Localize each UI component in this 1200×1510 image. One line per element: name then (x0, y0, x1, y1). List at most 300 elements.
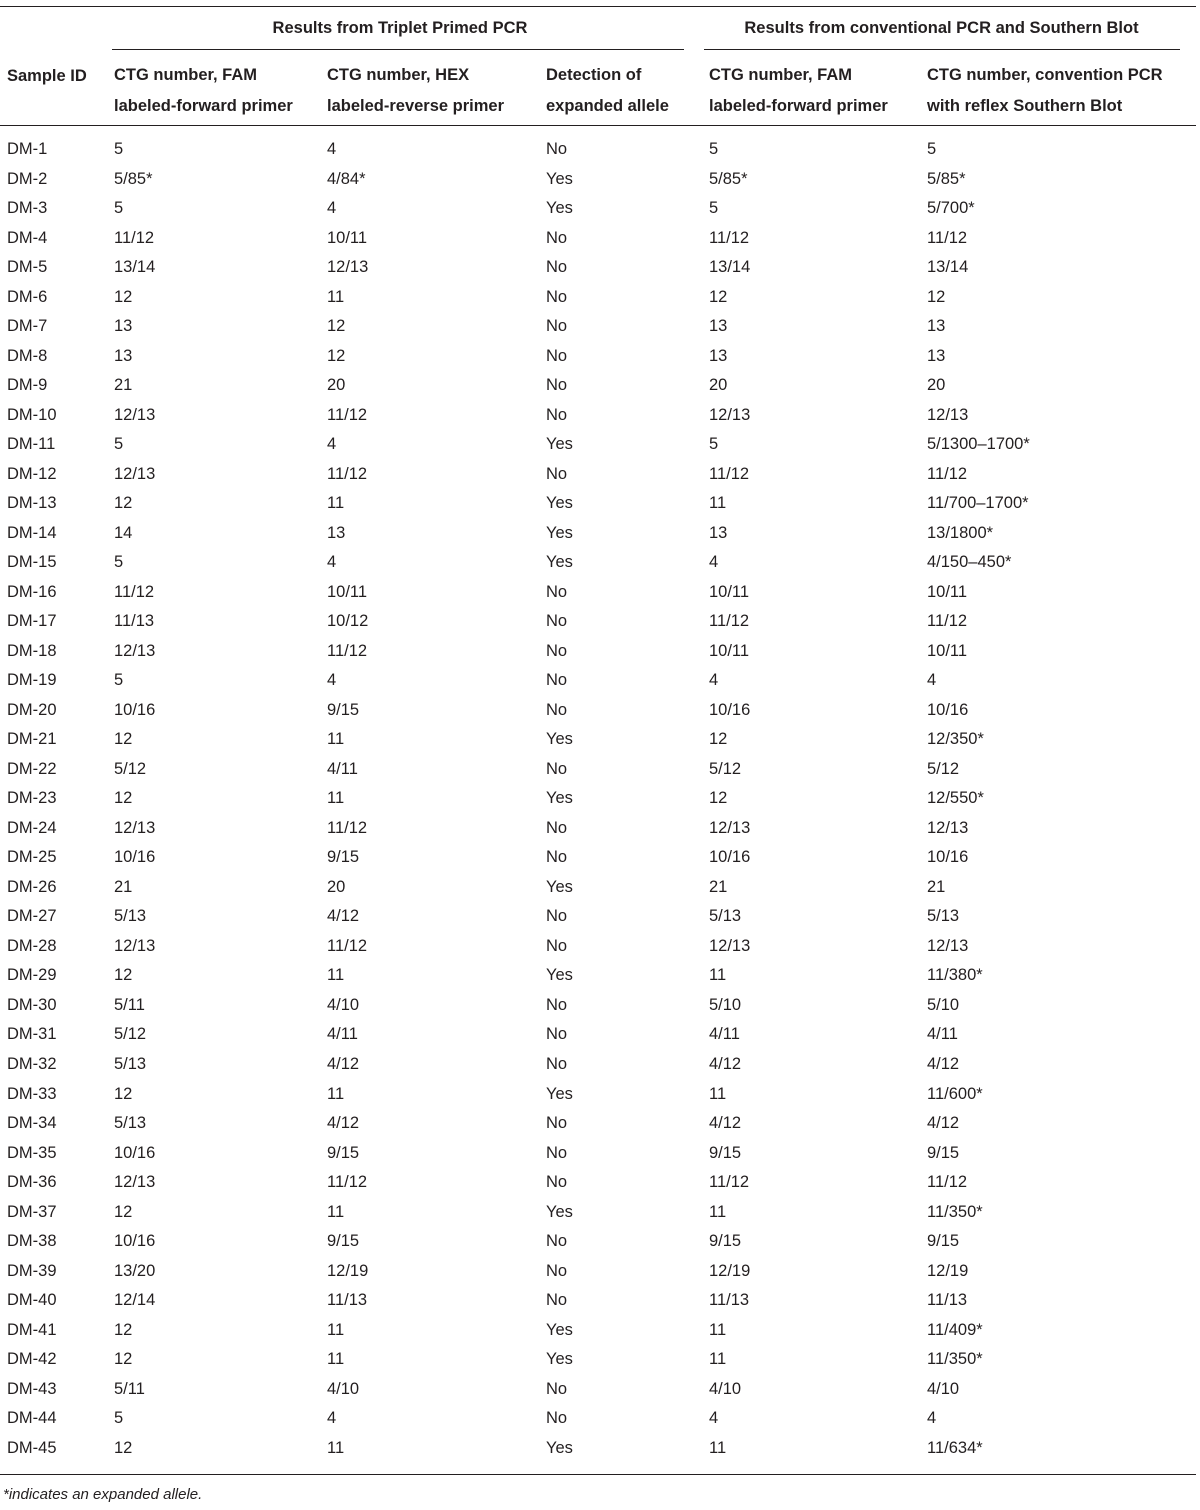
table-row (0, 843, 1196, 873)
detection-cell: No (546, 848, 568, 867)
tp-hex-cell: 4/12 (327, 907, 360, 926)
group-header-conventional-pcr: Results from conventional PCR and Southern Blot (744, 19, 1139, 37)
tp-hex-cell: 11 (327, 1202, 345, 1221)
tp-fam-cell: 5 (114, 435, 124, 454)
tp-hex-cell: 12 (327, 317, 346, 336)
sample-id-cell: DM-27 (7, 907, 57, 926)
sample-id-cell: DM-18 (7, 641, 57, 660)
table-row (0, 371, 1196, 401)
conv-fam-cell: 21 (709, 877, 728, 896)
conv-fam-cell: 12/19 (709, 1261, 751, 1280)
table-row (0, 1080, 1196, 1110)
tp-fam-cell: 5 (114, 199, 124, 218)
detection-cell: Yes (546, 730, 573, 749)
detection-cell: No (546, 317, 568, 336)
conv-fam-cell: 10/16 (709, 848, 751, 867)
sample-id-cell: DM-24 (7, 818, 57, 837)
tp-hex-cell: 4 (327, 671, 337, 690)
detection-cell: No (546, 700, 568, 719)
table-row (0, 932, 1196, 962)
sample-id-cell: DM-17 (7, 612, 57, 631)
tp-fam-cell: 12/13 (114, 641, 156, 660)
conv-fam-cell: 5 (709, 140, 719, 158)
column-header-line: labeled-forward primer (709, 97, 888, 115)
conv-fam-cell: 11 (709, 1438, 727, 1457)
southern-blot-cell: 11/12 (927, 464, 968, 483)
tp-hex-cell: 4 (327, 1409, 337, 1428)
southern-blot-cell: 4/10 (927, 1379, 960, 1398)
tp-fam-cell: 21 (114, 376, 133, 395)
conv-fam-cell: 11 (709, 1202, 727, 1221)
sample-id-cell: DM-19 (7, 671, 57, 690)
sample-id-cell: DM-20 (7, 700, 57, 719)
southern-blot-cell: 10/16 (927, 848, 969, 867)
tp-fam-cell: 12/14 (114, 1291, 156, 1310)
tp-hex-cell: 11 (327, 1350, 345, 1369)
tp-fam-cell: 5/12 (114, 1025, 147, 1044)
conv-fam-cell: 10/16 (709, 700, 751, 719)
detection-cell: No (546, 346, 568, 365)
table-row (0, 460, 1196, 490)
detection-cell: No (546, 995, 568, 1014)
sample-id-cell: DM-33 (7, 1084, 57, 1103)
tp-hex-cell: 11/12 (327, 464, 368, 483)
conv-fam-cell: 12/13 (709, 818, 751, 837)
tp-hex-cell: 4 (327, 140, 337, 158)
table-row (0, 784, 1196, 814)
southern-blot-cell: 5/10 (927, 995, 960, 1014)
table-row (0, 401, 1196, 431)
table-row (0, 666, 1196, 696)
tp-hex-cell: 4 (327, 435, 337, 454)
southern-blot-cell: 13/1800* (927, 523, 994, 542)
southern-blot-cell: 11/12 (927, 228, 968, 247)
tp-fam-cell: 5 (114, 671, 124, 690)
tp-fam-cell: 13/14 (114, 258, 156, 277)
detection-cell: No (546, 1232, 568, 1251)
detection-cell: No (546, 1114, 568, 1133)
table-row (0, 1286, 1196, 1316)
conv-fam-cell: 9/15 (709, 1143, 742, 1162)
detection-cell: No (546, 671, 568, 690)
sample-id-cell: DM-7 (7, 317, 48, 336)
conv-fam-cell: 12 (709, 287, 728, 306)
tp-fam-cell: 5/13 (114, 1114, 147, 1133)
detection-cell: No (546, 1173, 568, 1192)
detection-cell: Yes (546, 169, 573, 188)
column-header-line: CTG number, FAM (114, 66, 258, 84)
sample-id-cell: DM-40 (7, 1291, 57, 1310)
column-header-line: CTG number, FAM (709, 66, 853, 84)
tp-hex-cell: 10/11 (327, 228, 368, 247)
sample-id-cell: DM-26 (7, 877, 57, 896)
southern-blot-cell: 5/700* (927, 199, 975, 218)
conv-fam-cell: 5/13 (709, 907, 742, 926)
column-header-tp-hex (327, 60, 504, 122)
conv-fam-cell: 4/11 (709, 1025, 740, 1044)
conv-fam-cell: 5/85* (709, 169, 748, 188)
table-row (0, 755, 1196, 785)
sample-id-cell: DM-38 (7, 1232, 57, 1251)
detection-cell: No (546, 1054, 568, 1073)
tp-hex-cell: 11/12 (327, 818, 368, 837)
southern-blot-cell: 13 (927, 317, 946, 336)
conv-fam-cell: 10/11 (709, 641, 750, 660)
tp-fam-cell: 13 (114, 317, 133, 336)
tp-fam-cell: 5/13 (114, 907, 147, 926)
column-header-southern-blot (927, 60, 1163, 122)
table-row (0, 991, 1196, 1021)
tp-fam-cell: 10/16 (114, 1232, 156, 1251)
tp-fam-cell: 14 (114, 523, 133, 542)
sample-id-cell: DM-6 (7, 287, 48, 306)
tp-hex-cell: 11 (327, 287, 345, 306)
tp-hex-cell: 13 (327, 523, 346, 542)
southern-blot-cell: 4 (927, 1409, 937, 1428)
sample-id-cell: DM-29 (7, 966, 57, 985)
column-header-line: CTG number, HEX (327, 66, 470, 84)
southern-blot-cell: 11/350* (927, 1202, 983, 1221)
detection-cell: Yes (546, 789, 573, 808)
table-row (0, 873, 1196, 903)
tp-hex-cell: 4/10 (327, 1379, 360, 1398)
table-row (0, 519, 1196, 549)
table-row (0, 578, 1196, 608)
tp-hex-cell: 20 (327, 376, 346, 395)
southern-blot-cell: 4/12 (927, 1054, 960, 1073)
table-row (0, 961, 1196, 991)
detection-cell: Yes (546, 494, 573, 513)
conv-fam-cell: 11/13 (709, 1291, 750, 1310)
southern-blot-cell: 10/16 (927, 700, 969, 719)
table-row (0, 814, 1196, 844)
conv-fam-cell: 12/13 (709, 405, 751, 424)
table-row (0, 548, 1196, 578)
tp-fam-cell: 12/13 (114, 818, 156, 837)
detection-cell: Yes (546, 966, 573, 985)
southern-blot-cell: 13/14 (927, 258, 969, 277)
southern-blot-cell: 11/13 (927, 1291, 968, 1310)
tp-hex-cell: 4 (327, 199, 337, 218)
table-row (0, 489, 1196, 519)
southern-blot-cell: 13 (927, 346, 946, 365)
tp-fam-cell: 12 (114, 287, 133, 306)
tp-fam-cell: 10/16 (114, 1143, 156, 1162)
southern-blot-cell: 11/12 (927, 1173, 968, 1192)
tp-hex-cell: 4/84* (327, 169, 366, 188)
tp-hex-cell: 11 (327, 789, 345, 808)
tp-hex-cell: 4/12 (327, 1054, 360, 1073)
table-row (0, 283, 1196, 313)
southern-blot-cell: 5 (927, 140, 937, 158)
southern-blot-cell: 5/85* (927, 169, 966, 188)
conv-fam-cell: 4 (709, 553, 719, 572)
tp-hex-cell: 11 (327, 966, 345, 985)
tp-hex-cell: 20 (327, 877, 346, 896)
conv-fam-cell: 13 (709, 523, 728, 542)
southern-blot-cell: 4/150–450* (927, 553, 1012, 572)
detection-cell: No (546, 1025, 568, 1044)
detection-cell: Yes (546, 1202, 573, 1221)
tp-hex-cell: 12 (327, 346, 346, 365)
sample-id-cell: DM-32 (7, 1054, 57, 1073)
tp-hex-cell: 4/11 (327, 759, 358, 778)
conv-fam-cell: 11/12 (709, 612, 750, 631)
table-top-rule (0, 6, 1196, 7)
tp-fam-cell: 13 (114, 346, 133, 365)
tp-hex-cell: 12/13 (327, 258, 369, 277)
table-row (0, 1109, 1196, 1139)
sample-id-cell: DM-31 (7, 1025, 57, 1044)
conv-fam-cell: 13 (709, 346, 728, 365)
detection-cell: No (546, 1379, 568, 1398)
tp-fam-cell: 10/16 (114, 848, 156, 867)
table-footnote: *indicates an expanded allele. (3, 1486, 203, 1503)
table-row (0, 253, 1196, 283)
column-header-line: CTG number, convention PCR (927, 66, 1163, 84)
conv-fam-cell: 20 (709, 376, 728, 395)
southern-blot-cell: 12 (927, 287, 946, 306)
tp-fam-cell: 12 (114, 1438, 133, 1457)
detection-cell: No (546, 1291, 568, 1310)
table-row (0, 725, 1196, 755)
conv-fam-cell: 12/13 (709, 936, 751, 955)
column-header-conv-fam (709, 60, 888, 122)
sample-id-cell: DM-16 (7, 582, 57, 601)
sample-id-cell: DM-2 (7, 169, 48, 188)
column-header-line: Sample ID (7, 67, 87, 85)
tp-hex-cell: 11/13 (327, 1291, 368, 1310)
tp-fam-cell: 5/11 (114, 1379, 145, 1398)
tp-hex-cell: 10/12 (327, 612, 369, 631)
tp-hex-cell: 11 (327, 1320, 345, 1339)
tp-fam-cell: 5/13 (114, 1054, 147, 1073)
sample-id-cell: DM-3 (7, 199, 48, 218)
conv-fam-cell: 11/12 (709, 228, 750, 247)
detection-cell: Yes (546, 1438, 573, 1457)
table-row (0, 1345, 1196, 1375)
tp-hex-cell: 4 (327, 553, 337, 572)
conv-fam-cell: 5 (709, 199, 719, 218)
tp-hex-cell: 9/15 (327, 1143, 360, 1162)
tp-hex-cell: 11 (327, 730, 345, 749)
tp-hex-cell: 11/12 (327, 641, 368, 660)
table-row (0, 1227, 1196, 1257)
tp-fam-cell: 12 (114, 1320, 133, 1339)
detection-cell: No (546, 1261, 568, 1280)
detection-cell: No (546, 936, 568, 955)
detection-cell: No (546, 612, 568, 631)
detection-cell: No (546, 228, 568, 247)
sample-id-cell: DM-5 (7, 258, 48, 277)
tp-hex-cell: 11/12 (327, 405, 368, 424)
tp-fam-cell: 12/13 (114, 1173, 156, 1192)
southern-blot-cell: 11/600* (927, 1084, 983, 1103)
column-header-sample-id (7, 61, 87, 92)
tp-fam-cell: 10/16 (114, 700, 156, 719)
sample-id-cell: DM-10 (7, 405, 57, 424)
detection-cell: No (546, 907, 568, 926)
sample-id-cell: DM-28 (7, 936, 57, 955)
table-row (0, 696, 1196, 726)
tp-hex-cell: 11 (327, 1084, 345, 1103)
tp-fam-cell: 21 (114, 877, 133, 896)
sample-id-cell: DM-13 (7, 494, 57, 513)
column-header-detection (546, 60, 669, 122)
table-body (0, 135, 1196, 1463)
detection-cell: Yes (546, 523, 573, 542)
southern-blot-cell: 4 (927, 671, 937, 690)
conv-fam-cell: 4/12 (709, 1054, 742, 1073)
sample-id-cell: DM-14 (7, 523, 57, 542)
group-rule-triplet-primed-pcr (112, 49, 684, 50)
sample-id-cell: DM-43 (7, 1379, 57, 1398)
tp-fam-cell: 13/20 (114, 1261, 156, 1280)
tp-hex-cell: 10/11 (327, 582, 368, 601)
tp-fam-cell: 12 (114, 494, 133, 513)
conv-fam-cell: 4 (709, 671, 719, 690)
table-row (0, 224, 1196, 254)
tp-hex-cell: 11 (327, 494, 345, 513)
tp-fam-cell: 12/13 (114, 464, 156, 483)
table-row (0, 430, 1196, 460)
table-row (0, 342, 1196, 372)
conv-fam-cell: 11 (709, 1320, 727, 1339)
table-row (0, 637, 1196, 667)
tp-fam-cell: 5/85* (114, 169, 153, 188)
table-row (0, 1198, 1196, 1228)
table-row (0, 312, 1196, 342)
table-row (0, 1316, 1196, 1346)
tp-fam-cell: 5/12 (114, 759, 147, 778)
southern-blot-cell: 11/634* (927, 1438, 983, 1457)
conv-fam-cell: 4/12 (709, 1114, 742, 1133)
detection-cell: No (546, 464, 568, 483)
southern-blot-cell: 4/11 (927, 1025, 958, 1044)
detection-cell: Yes (546, 1350, 573, 1369)
header-bottom-rule (0, 125, 1196, 126)
southern-blot-cell: 9/15 (927, 1232, 960, 1251)
sample-id-cell: DM-1 (7, 140, 48, 158)
conv-fam-cell: 10/11 (709, 582, 750, 601)
detection-cell: Yes (546, 553, 573, 572)
southern-blot-cell: 9/15 (927, 1143, 960, 1162)
conv-fam-cell: 9/15 (709, 1232, 742, 1251)
tp-fam-cell: 12/13 (114, 936, 156, 955)
tp-fam-cell: 12 (114, 730, 133, 749)
conv-fam-cell: 5/10 (709, 995, 742, 1014)
conv-fam-cell: 13 (709, 317, 728, 336)
southern-blot-cell: 5/1300–1700* (927, 435, 1030, 454)
group-header-triplet-primed-pcr: Results from Triplet Primed PCR (272, 19, 528, 37)
tp-hex-cell: 11/12 (327, 936, 368, 955)
tp-hex-cell: 4/12 (327, 1114, 360, 1133)
table-row (0, 135, 1196, 165)
detection-cell: No (546, 258, 568, 277)
sample-id-cell: DM-21 (7, 730, 57, 749)
column-header-line: labeled-forward primer (114, 97, 293, 115)
sample-id-cell: DM-9 (7, 376, 48, 395)
detection-cell: No (546, 376, 568, 395)
detection-cell: No (546, 405, 568, 424)
detection-cell: No (546, 287, 568, 306)
detection-cell: No (546, 759, 568, 778)
southern-blot-cell: 12/350* (927, 730, 984, 749)
southern-blot-cell: 12/550* (927, 789, 984, 808)
tp-fam-cell: 5/11 (114, 995, 145, 1014)
tp-hex-cell: 11/12 (327, 1173, 368, 1192)
tp-fam-cell: 11/12 (114, 582, 155, 601)
conv-fam-cell: 11 (709, 1350, 727, 1369)
tp-fam-cell: 5 (114, 553, 124, 572)
detection-cell: No (546, 818, 568, 837)
southern-blot-cell: 11/12 (927, 612, 968, 631)
tp-fam-cell: 12 (114, 1202, 133, 1221)
tp-fam-cell: 12 (114, 1350, 133, 1369)
sample-id-cell: DM-45 (7, 1438, 57, 1457)
tp-hex-cell: 11 (327, 1438, 345, 1457)
table-row (0, 1404, 1196, 1434)
sample-id-cell: DM-41 (7, 1320, 57, 1339)
sample-id-cell: DM-42 (7, 1350, 57, 1369)
column-header-line: with reflex Southern Blot (927, 97, 1123, 115)
conv-fam-cell: 5/12 (709, 759, 742, 778)
southern-blot-cell: 10/11 (927, 582, 968, 601)
southern-blot-cell: 10/11 (927, 641, 968, 660)
table-row (0, 1375, 1196, 1405)
sample-id-cell: DM-25 (7, 848, 57, 867)
detection-cell: No (546, 1143, 568, 1162)
tp-fam-cell: 12 (114, 966, 133, 985)
southern-blot-cell: 11/700–1700* (927, 494, 1029, 513)
southern-blot-cell: 11/409* (927, 1320, 983, 1339)
conv-fam-cell: 11 (709, 1084, 727, 1103)
detection-cell: No (546, 582, 568, 601)
table-row (0, 1139, 1196, 1169)
conv-fam-cell: 11 (709, 966, 727, 985)
table-row (0, 1050, 1196, 1080)
sample-id-cell: DM-39 (7, 1261, 57, 1280)
tp-hex-cell: 9/15 (327, 848, 360, 867)
table-bottom-rule (0, 1474, 1196, 1475)
southern-blot-cell: 5/12 (927, 759, 960, 778)
tp-fam-cell: 5 (114, 140, 124, 158)
sample-id-cell: DM-23 (7, 789, 57, 808)
southern-blot-cell: 20 (927, 376, 946, 395)
tp-hex-cell: 4/11 (327, 1025, 358, 1044)
southern-blot-cell: 12/13 (927, 936, 969, 955)
tp-fam-cell: 11/13 (114, 612, 155, 631)
column-header-tp-fam (114, 60, 293, 122)
column-header-line: expanded allele (546, 97, 669, 115)
sample-id-cell: DM-15 (7, 553, 57, 572)
detection-cell: Yes (546, 1320, 573, 1339)
table-row (0, 1020, 1196, 1050)
column-header-line: labeled-reverse primer (327, 97, 505, 115)
southern-blot-cell: 11/380* (927, 966, 983, 985)
detection-cell: Yes (546, 877, 573, 896)
tp-hex-cell: 12/19 (327, 1261, 369, 1280)
conv-fam-cell: 11 (709, 494, 727, 513)
table-row (0, 1168, 1196, 1198)
table-row (0, 902, 1196, 932)
conv-fam-cell: 13/14 (709, 258, 751, 277)
conv-fam-cell: 5 (709, 435, 719, 454)
tp-hex-cell: 4/10 (327, 995, 360, 1014)
detection-cell: No (546, 140, 568, 158)
table-row (0, 607, 1196, 637)
sample-id-cell: DM-44 (7, 1409, 57, 1428)
